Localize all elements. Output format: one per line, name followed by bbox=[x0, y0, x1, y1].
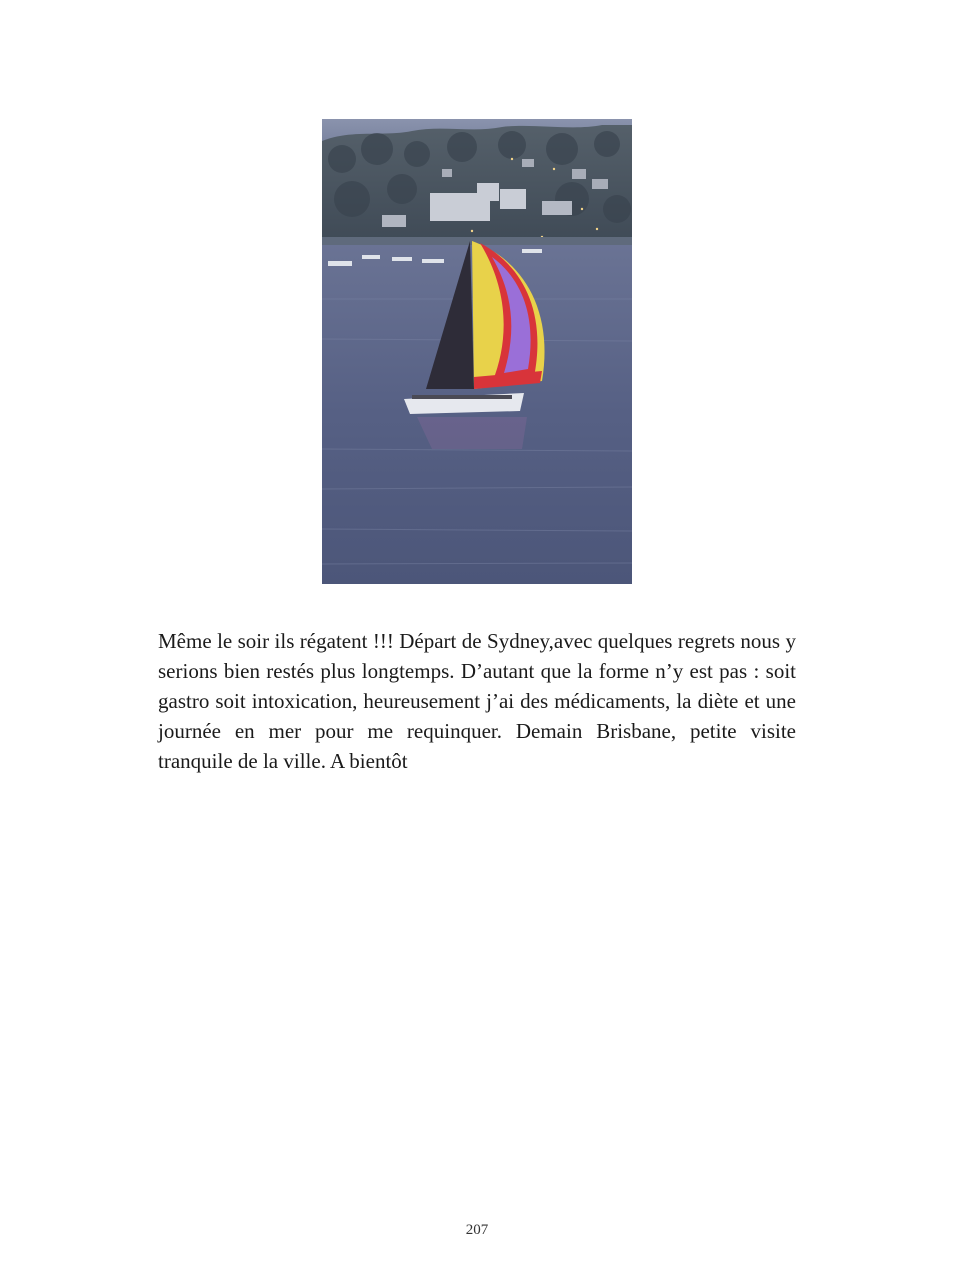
body-paragraph: Même le soir ils régatent !!! Départ de Sydney,avec quelques regrets nous y serions bien restés plus longtemps. D’autant que la forme n’y est pas : soit gastro soit intoxication, heureusement j’ai des médicaments, la diète et une journée en mer pour me requinquer. Demain Brisbane, petite visite tranquile de la ville. A bientôt bbox=[158, 629, 796, 773]
page-number: 207 bbox=[465, 1222, 489, 1238]
sailboat-photo bbox=[322, 119, 632, 584]
boat-reflection bbox=[417, 417, 527, 449]
